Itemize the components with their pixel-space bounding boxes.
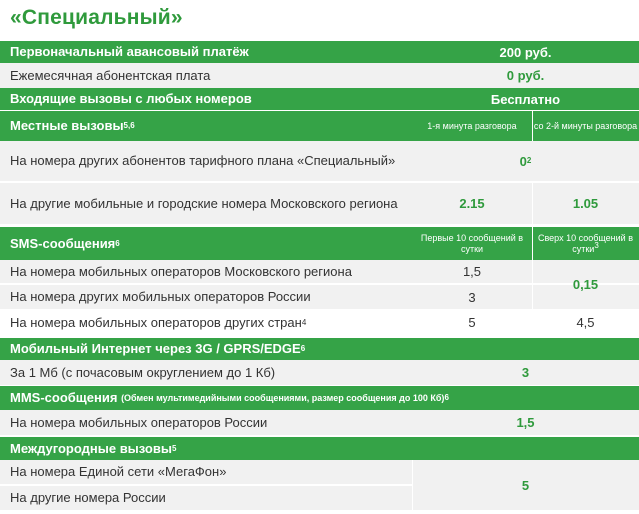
row-value: 0 руб.: [506, 68, 545, 83]
row-label: На номера других абонентов тарифного плана «Специальный»: [10, 153, 396, 168]
row-value: 200 руб.: [499, 44, 552, 60]
mms-note: (Обмен мультимедийными сообщениями, размер сообщения до 100 Кб): [121, 393, 445, 403]
column-header-first-ten: Первые 10 сообщений в сутки: [420, 232, 524, 254]
column-header-over-ten: Сверх 10 сообщений в сутки$^3$: [538, 232, 633, 254]
section-title: Междугородные вызовы 5: [10, 440, 177, 456]
row-local-same-plan: [0, 141, 639, 182]
row-label: На номера Единой сети «МегаФон»: [10, 464, 227, 479]
row-incoming-calls: [0, 88, 639, 110]
section-local-calls-header: [0, 111, 639, 141]
section-title: Мобильный Интернет через 3G / GPRS/EDGE 6: [10, 341, 306, 356]
section-mms-header: [0, 386, 639, 410]
column-header-second-minute: со 2-й минуты разговора: [533, 120, 638, 131]
row-value: 0 2: [519, 153, 532, 169]
row-label: На номера мобильных операторов России: [10, 414, 268, 430]
column-divider: [532, 227, 533, 260]
page-title: «Специальный»: [10, 6, 183, 29]
row-value-first-ten: 1,5: [462, 264, 482, 279]
row-internet-per-mb: [0, 360, 639, 385]
column-divider: [532, 183, 533, 224]
row-value-first-ten: 5: [468, 315, 476, 330]
row-label: Входящие вызовы с любых номеров: [10, 91, 252, 106]
row-value-over-ten: 0,15: [572, 277, 599, 292]
row-monthly-fee: [0, 63, 639, 88]
section-title: MMS-сообщения (Обмен мультимедийными сообщениями, размер сообщения до 100 Кб) 6: [10, 390, 449, 405]
row-value: 5: [521, 477, 530, 493]
row-value-over-ten: 4,5: [576, 315, 595, 330]
row-value: 1,5: [516, 415, 535, 430]
ld-shared-value-cell: [412, 460, 639, 510]
row-value-first-ten: 3: [468, 289, 476, 305]
section-sms-header: [0, 227, 639, 260]
row-label: На номера мобильных операторов других стран 4: [10, 314, 307, 330]
sms-shared-over-ten-cell: [532, 260, 639, 309]
row-label: На другие мобильные и городские номера Московского региона: [10, 195, 398, 211]
row-label: На номера мобильных операторов Московского региона: [10, 263, 352, 279]
row-mms-russia: [0, 410, 639, 435]
row-label: Ежемесячная абонентская плата: [10, 67, 211, 83]
section-internet-header: [0, 338, 639, 360]
row-local-other: [0, 183, 639, 224]
column-divider: [532, 260, 533, 309]
row-value-second-minute: 1.05: [572, 196, 599, 211]
row-value: Бесплатно: [490, 91, 561, 107]
row-value: 3: [521, 365, 530, 380]
row-value-first-minute: 2.15: [459, 196, 485, 211]
row-advance-payment: [0, 41, 639, 63]
column-divider: [412, 460, 413, 510]
section-long-distance-header: [0, 437, 639, 460]
row-label: На номера других мобильных операторов России: [10, 289, 311, 304]
section-title: SMS-сообщения 6: [10, 235, 120, 251]
section-title: Местные вызовы 5,6: [10, 118, 135, 133]
column-header-first-minute: 1-я минута разговора: [427, 120, 517, 131]
row-label: Первоначальный авансовый платёж: [10, 44, 249, 59]
row-sms-abroad: [0, 309, 639, 336]
row-label: За 1 Мб (с почасовым округлением до 1 Кб): [10, 364, 276, 380]
column-divider: [532, 111, 533, 141]
row-label: На другие номера России: [10, 490, 166, 505]
